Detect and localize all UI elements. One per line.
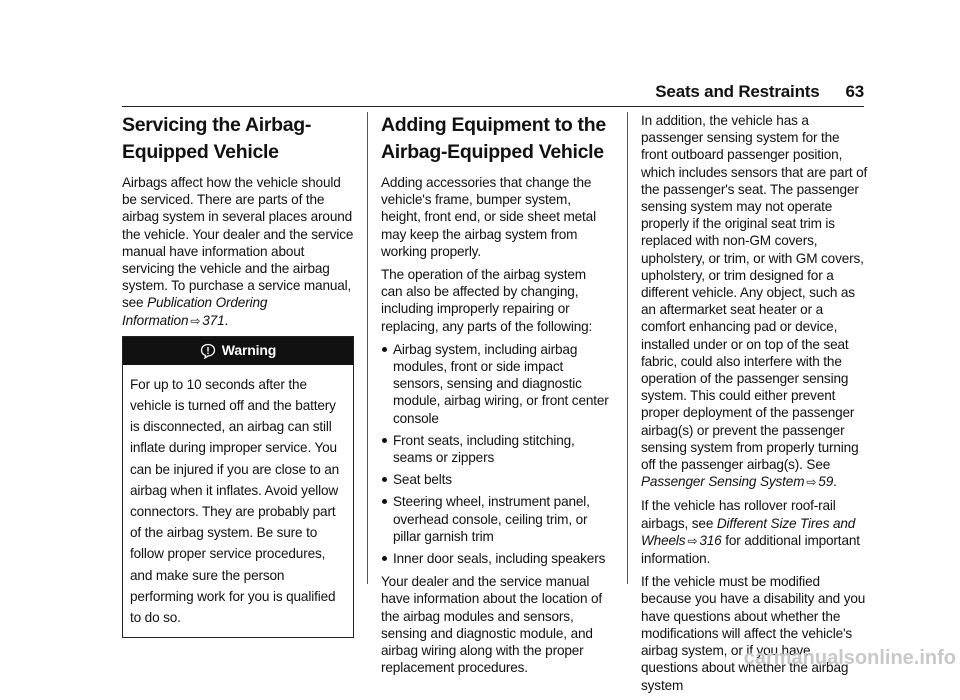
header-rule [122, 106, 864, 107]
warning-speech-bubble-icon [200, 343, 216, 359]
list-item: Front seats, including stitching, seams or zippers [381, 432, 611, 466]
paragraph: If the vehicle must be modified because you have a disability and you have questions about whether the modifications will affect the vehicle's airbag system, or if you have questions about whether the airbag system [641, 574, 866, 693]
rollover-paragraph: If the vehicle has rollover roof-rail airbags, see Different Size Tires and Wheels ⇨ 316 for additional important information. [641, 498, 860, 567]
column-3 [641, 112, 869, 700]
passenger-sensing-link[interactable]: Passenger Sensing System [641, 474, 805, 490]
paragraph: Adding accessories that change the vehicle's frame, bumper system, height, front end, or side sheet metal may keep the airbag system from working properly. [381, 175, 596, 259]
servicing-heading: Servicing the Airbag-Equipped Vehicle [122, 114, 312, 163]
column-2 [381, 112, 611, 682]
list-item: Inner door seals, including speakers [381, 550, 611, 567]
passenger-sensing-paragraph: In addition, the vehicle has a passenger sensing system for the front outboard passenger position, which includes sensors that are part of the passenger's seat. The passenger sensing system may not operate properly if the original seat trim is replaced with non-GM covers, upholstery, or trim, or with GM covers, upholstery, or trim designed for a different vehicle. Any object, such as an aftermarket seat heater or a comfort enhancing pad or device, installed under or on top of the seat fabric, could also interfere with the operation of the passenger sensing system. This could either prevent proper deployment of the passenger airbag(s) or prevent the passenger sensing system from properly turning off the passenger airbag(s). See Passenger Sensing System ⇨ 59. [641, 113, 868, 490]
column-1 [122, 112, 354, 638]
paragraph: The operation of the airbag system can also be affected by changing, including improperly repairing or replacing, any parts of the following: [381, 267, 593, 334]
list-item: Seat belts [381, 471, 611, 488]
page-reference-arrow-icon: ⇨ [806, 475, 817, 490]
publication-ordering-link[interactable]: Publication Ordering Information [122, 295, 268, 328]
running-header [655, 82, 864, 102]
warning-text: For up to 10 seconds after the vehicle is turned off and the battery is disconnected, an airbag can still inflate during improper service. You can be injured if you are close to an airbag when it inflates. Avoid yellow connectors. They are probably part of the airbag system. Be sure to follow proper service procedures, and make sure the person performing work for you is qualified to do so. [130, 376, 340, 626]
tires-wheels-link[interactable]: Different Size Tires and Wheels [641, 515, 856, 548]
column-divider-1 [367, 112, 368, 584]
warning-box [122, 336, 354, 638]
page-number: 63 [845, 82, 864, 101]
page-ref-number[interactable]: 316 [699, 532, 722, 548]
paragraph: Your dealer and the service manual have information about the location of the airbag modules and sensors, sensing and diagnostic module, and airbag wiring along with the proper replacement procedures. [381, 574, 603, 676]
watermark: carmanualsonline.info [743, 647, 956, 669]
list-item: Steering wheel, instrument panel, overhead console, ceiling trim, or pillar garnish trim [381, 493, 611, 545]
page-ref-number[interactable]: 371 [202, 312, 225, 328]
section-title: Seats and Restraints [655, 82, 820, 101]
servicing-paragraph: Airbags affect how the vehicle should be serviced. There are parts of the airbag system in several places around the vehicle. Your dealer and the service manual have information about servicing the vehicle and the airbag system. To purchase a service manual, see Publication Ordering Information ⇨ 371. [122, 175, 354, 328]
list-item: Airbag system, including airbag modules, front or side impact sensors, sensing and diagnostic module, airbag wiring, or front center console [381, 341, 611, 427]
page-reference-arrow-icon: ⇨ [190, 313, 201, 328]
page-ref-number[interactable]: 59 [818, 474, 834, 490]
warning-label: Warning [221, 342, 277, 359]
warning-header [123, 337, 353, 365]
affected-parts-list [381, 341, 611, 567]
page-reference-arrow-icon: ⇨ [687, 533, 698, 548]
adding-equipment-heading: Adding Equipment to the Airbag-Equipped Vehicle [381, 114, 606, 163]
column-divider-2 [627, 112, 628, 584]
